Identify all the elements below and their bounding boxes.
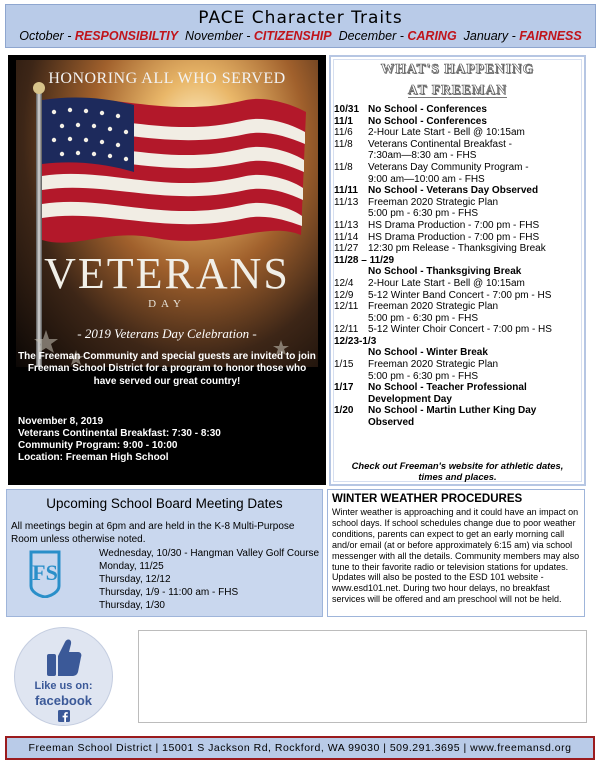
calendar-event [334,278,586,290]
detail-line: Community Program: 9:00 - 10:00 [18,440,178,451]
calendar-event [334,336,586,348]
calendar-event [334,139,586,151]
event-date: 11/8 [334,138,353,150]
event-text: Freeman 2020 Strategic Plan [368,301,499,313]
calendar-event [334,185,586,197]
winter-weather-procedures [327,489,585,617]
facebook-line1: Like us on: [34,680,93,692]
event-date: 12/4 [334,277,354,289]
calendar-note [331,460,584,482]
whats-happening-calendar [329,55,586,486]
empty-content-box [138,630,587,723]
freeman-logo-icon [25,550,65,598]
board-date: Thursday, 1/30 [99,600,165,611]
trait-month: October [19,29,64,43]
board-title: Upcoming School Board Meeting Dates [46,496,283,511]
detail-line: Veterans Continental Breakfast: 7:30 - 8:30 [18,428,221,439]
event-text: Veterans Continental Breakfast - [368,138,512,150]
event-date [334,417,368,429]
detail-line: Location: Freeman High School [18,452,169,463]
calendar-event [334,174,586,186]
calendar-event [334,313,586,325]
event-text: HS Drama Production - 7:00 pm - FHS [368,219,540,231]
calendar-event [334,266,586,278]
event-text: No School - Veterans Day Observed [368,185,539,197]
character-traits: October - RESPONSIBILTIY November - CITIZENSHIP December - CARING January - FAIRNESS [19,29,582,43]
thumbs-up-icon [45,636,83,678]
event-text: No School - Martin Luther King Day [368,405,537,417]
header-title: PACE Character Traits [198,8,403,28]
event-text [368,255,586,267]
celebration-title: - 2019 Veterans Day Celebration - [77,326,257,341]
event-text: No School - Conferences [368,104,487,115]
calendar-event [334,150,586,162]
event-date: 11/8 [334,161,353,173]
event-date [334,313,368,325]
event-date: 1/20 [334,405,354,417]
event-date: 12/11 [334,324,359,336]
footer-contact: Freeman School District | 15001 S Jackson Rd, Rockford, WA 99030 | 509.291.3695 | www.freemansd.org [5,736,595,760]
trait-month: January [463,29,509,43]
calendar-event [334,197,586,209]
event-text: HS Drama Production - 7:00 pm - FHS [368,231,540,243]
event-text: 12:30 pm Release - Thanksgiving Break [368,243,546,255]
event-text: 5-12 Winter Choir Concert - 7:00 pm - HS [368,324,552,336]
calendar-heading: WHAT'S HAPPENING [380,61,535,76]
event-date: 11/6 [334,127,353,139]
calendar-event [334,255,586,267]
calendar-event [334,243,586,255]
veterans-day-panel [8,55,326,485]
trait-name: FAIRNESS [519,29,582,43]
calendar-subheading-text: AT FREEMAN [407,82,508,97]
event-text: Observed [368,417,415,429]
event-text: 5:00 pm - 6:30 pm - FHS [368,208,479,220]
event-date [334,174,368,186]
winter-body: Winter weather is approaching and it could have an impact on school days. If school schedules change due to poor weather conditions, parents can expect to get an early morning call and/or email (at or before approximately 6:15 am) via school messenger with all the details. Community members may also tune to their favorite radio or television stations for updates. Updates will also be posted to the ESD 101 website - www.esd101.net. During two hour delays, no breakfast services will be offered and am preschool will not be held. [332,507,580,605]
event-date: 11/13 [334,219,359,231]
calendar-event [334,394,586,406]
veterans-day-image [16,60,318,367]
event-date [334,371,368,383]
calendar-event [334,417,586,429]
calendar-event [334,162,586,174]
american-flag-illustration [16,60,318,367]
event-text: Freeman 2020 Strategic Plan [368,359,499,371]
event-text: 7:30am—8:30 am - FHS [368,150,477,162]
board-date: Monday, 11/25 [99,561,164,572]
event-text: 2-Hour Late Start - Bell @ 10:15am [368,127,525,139]
image-subtitle: DAY [148,298,186,310]
trait-name: RESPONSIBILTIY [74,29,179,43]
board-intro: All meetings begin at 6pm and are held in the K-8 Multi-Purpose Room unless otherwise noted. [11,521,295,545]
school-board-meetings [6,489,323,617]
event-list [334,104,586,429]
calendar-event [334,359,586,371]
celebration-invite: The Freeman Community and special guests are invited to join Freeman School District for a program to honor those who have served our great country! [18,351,316,387]
calendar-event [334,371,586,383]
calendar-subheading [331,82,584,98]
event-text: 5:00 pm - 6:30 pm - FHS [368,370,479,382]
calendar-event [334,116,586,128]
calendar-event [334,104,586,116]
calendar-event [334,324,586,336]
calendar-event [334,405,586,417]
event-date [334,208,368,220]
calendar-event [334,290,586,302]
trait-month: December [338,29,397,43]
event-text: Veterans Day Community Program - [368,161,529,173]
calendar-event [334,208,586,220]
calendar-event [334,382,586,394]
facebook-badge[interactable] [14,627,113,726]
trait-name: CITIZENSHIP [253,29,332,43]
event-date: 12/11 [334,301,359,313]
trait-month: November [185,29,243,43]
calendar-event [334,347,586,359]
event-date: 1/17 [334,382,354,394]
celebration-details [18,416,320,464]
event-text: 2-Hour Late Start - Bell @ 10:15am [368,277,525,289]
event-date [334,150,368,162]
note-line: Check out Freeman's website for athletic dates, [351,460,564,471]
event-text: 5:00 pm - 6:30 pm - FHS [368,312,479,324]
event-text: No School - Teacher Professional [368,382,527,394]
event-text: 5-12 Winter Band Concert - 7:00 pm - HS [368,289,552,301]
event-date [334,394,368,406]
facebook-icon [58,710,70,722]
event-date: 11/14 [334,231,359,243]
event-date: 11/13 [334,196,359,208]
board-dates [99,547,319,612]
event-text: Freeman 2020 Strategic Plan [368,196,499,208]
svg-text:FS: FS [32,560,58,585]
event-text [368,336,586,348]
event-text: No School - Conferences [368,115,487,127]
calendar-event [334,232,586,244]
event-date: 10/31 [334,104,360,115]
note-line: times and places. [418,471,497,482]
event-date [334,347,368,359]
winter-title: WINTER WEATHER PROCEDURES [332,493,523,505]
image-title: VETERANS [44,249,290,298]
event-date [334,266,368,278]
event-date: 11/11 [334,185,358,197]
board-date: Thursday, 12/12 [99,574,171,585]
calendar-event [334,127,586,139]
event-text: 9:00 am—10:00 am - FHS [368,173,485,185]
facebook-line2: facebook [34,693,93,708]
event-date: 11/28 – 11/29 [334,254,395,266]
event-date: 11/27 [334,243,359,255]
event-date: 1/15 [334,359,354,371]
board-date: Wednesday, 10/30 - Hangman Valley Golf Course [99,548,320,559]
event-text: Development Day [368,393,452,405]
image-heading: HONORING ALL WHO SERVED [48,70,286,87]
event-text: No School - Thanksgiving Break [368,266,522,278]
board-date: Thursday, 1/9 - 11:00 am - FHS [99,587,239,598]
event-text: No School - Winter Break [368,347,488,359]
event-date: 11/1 [334,115,353,127]
trait-name: CARING [407,29,457,43]
calendar-event [334,301,586,313]
calendar-event [334,220,586,232]
event-date: 12/23-1/3 [334,335,377,347]
header-banner [5,4,596,48]
event-date: 12/9 [334,289,354,301]
detail-line: November 8, 2019 [18,416,104,427]
